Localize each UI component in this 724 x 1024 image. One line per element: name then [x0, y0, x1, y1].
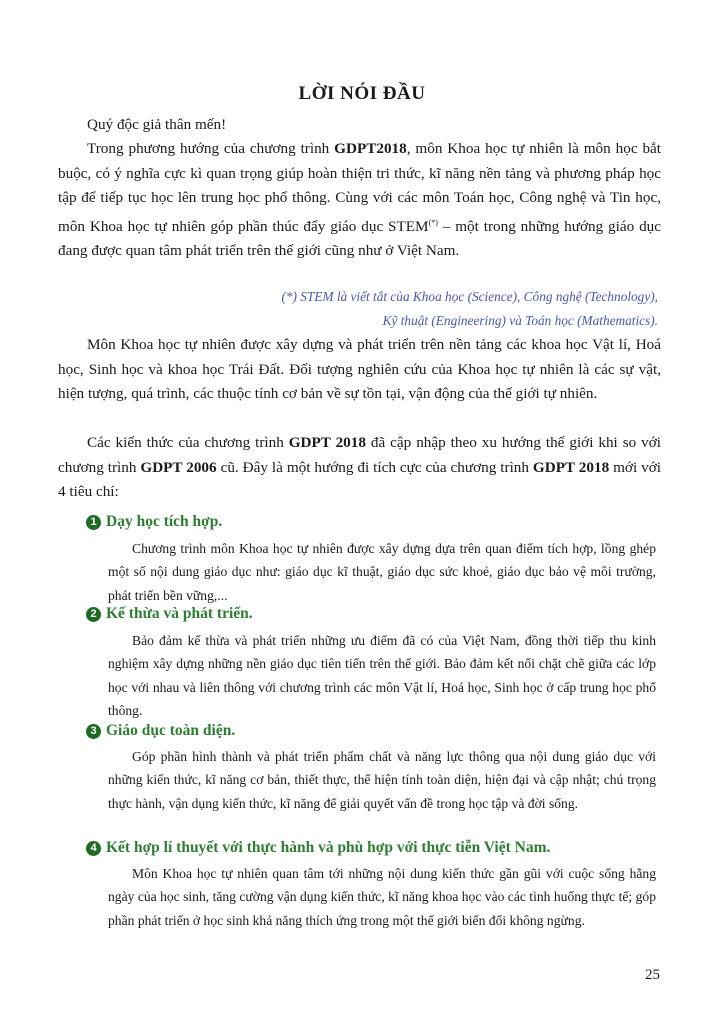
section-3-text: Góp phần hình thành và phát triển phẩm chất và năng lực thông qua nội dung giáo dục với những kiến thức, kĩ năng cơ bản, thiết thực, thể hiện tính toàn diện, hiện đại và cập nhật; chú trọng thực hành, vận dụng kiến thức, kĩ năng để giải quyết vấn đề trong học tập và đời sống. — [108, 749, 656, 811]
footnote-line-2: Kỹ thuật (Engineering) và Toán học (Mathematics). — [382, 313, 658, 328]
paragraph-3-bold-3: GDPT 2018 — [532, 458, 610, 476]
number-badge-icon: 1 — [86, 515, 101, 530]
paragraph-3-bold-1: GDPT 2018 — [288, 434, 366, 451]
section-2-title: Kế thừa và phát triển. — [106, 605, 253, 622]
section-1-title: Dạy học tích hợp. — [106, 513, 223, 530]
page-number: 25 — [645, 967, 660, 983]
section-1-heading — [86, 512, 222, 532]
section-4-heading — [86, 838, 550, 858]
paragraph-1-text: Trong phương hướng của chương trình — [87, 140, 335, 157]
section-3-title: Giáo dục toàn diện. — [106, 722, 236, 739]
section-4-text: Môn Khoa học tự nhiên quan tâm tới những nội dung kiến thức gần gũi với cuộc sống hằng ngày của học sinh, tăng cường vận dụng kiến thức, kĩ năng khoa học vào các tình huống thực tế; góp phần phát triển ở học sinh khả năng thích ứng trong một thế giới biến đổi không ngừng. — [108, 866, 656, 928]
footnote-marker: (*) — [428, 217, 438, 227]
paragraph-1 — [58, 137, 661, 264]
paragraph-1-text-2: , môn Khoa học tự nhiên là môn học bắt buộc, có ý nghĩa cực kì quan trọng giúp hoàn thiện tri thức, kĩ năng nền tảng và phương pháp học tập để tiếp tục học lên trung học phổ thông. Cùng với các môn Toán học, Công nghệ và Tin học, môn Khoa học tự nhiên góp phần thúc đẩy giáo dục STEM — [58, 140, 662, 235]
section-4-title: Kết hợp lí thuyết với thực hành và phù hợp với thực tiễn Việt Nam. — [106, 839, 551, 856]
paragraph-3-bold-2: GDPT 2006 — [140, 458, 217, 476]
number-badge-icon: 3 — [86, 724, 101, 739]
paragraph-2: Môn Khoa học tự nhiên được xây dựng và phát triển trên nền tảng các khoa học Vật lí, Hoá học, Sinh học và khoa học Trái Đất. Đối tượng nghiên cứu của Khoa học tự nhiên là các sự vật, hiện tượng, quá trình, các thuộc tính cơ bản về sự tồn tại, vận động của thế giới tự nhiên. — [58, 336, 661, 402]
paragraph-3-text-4: mới với 4 tiêu chí: — [58, 458, 661, 500]
section-1-text: Chương trình môn Khoa học tự nhiên được xây dựng dựa trên quan điểm tích hợp, lồng ghép một số nội dung giáo dục như: giáo dục kĩ thuật, giáo dục sức khoẻ, giáo dục bảo vệ môi trường, phát triển bền vững,... — [108, 541, 656, 603]
paragraph-3-text-2: đã cập nhập theo xu hướng thế giới khi so với chương trình — [58, 434, 661, 476]
page-title: LỜI NÓI ĐẦU — [298, 83, 426, 104]
footnote-line-1: (*) STEM là viết tắt của Khoa học (Science), Công nghệ (Technology), — [281, 289, 658, 304]
number-badge-icon: 4 — [86, 841, 101, 856]
paragraph-3-text: Các kiến thức của chương trình — [87, 434, 289, 451]
number-badge-icon: 2 — [86, 607, 101, 622]
section-2-text: Bảo đảm kế thừa và phát triển những ưu điểm đã có của Việt Nam, đồng thời tiếp thu kinh nghiệm xây dựng những nền giáo dục tiên tiến trên thế giới. Bảo đảm kết nối chặt chẽ giữa các lớp học với nhau và liên thông với chương trình các môn Vật lí, Hoá học, Sinh học ở cấp trung học phổ thông. — [108, 633, 656, 718]
section-3-heading — [86, 721, 235, 741]
paragraph-1-text-3: – một trong những hướng giáo dục đang được quan tâm phát triển trên thế giới cũng như ở Việt Nam. — [58, 217, 661, 260]
greeting: Quý độc giả thân mến! — [87, 116, 227, 133]
paragraph-1-bold: GDPT2018 — [334, 140, 407, 157]
section-2-heading — [86, 604, 253, 624]
paragraph-3-text-3: cũ. Đây là một hướng đi tích cực của chương trình — [216, 458, 533, 476]
paragraph-3 — [58, 431, 661, 505]
